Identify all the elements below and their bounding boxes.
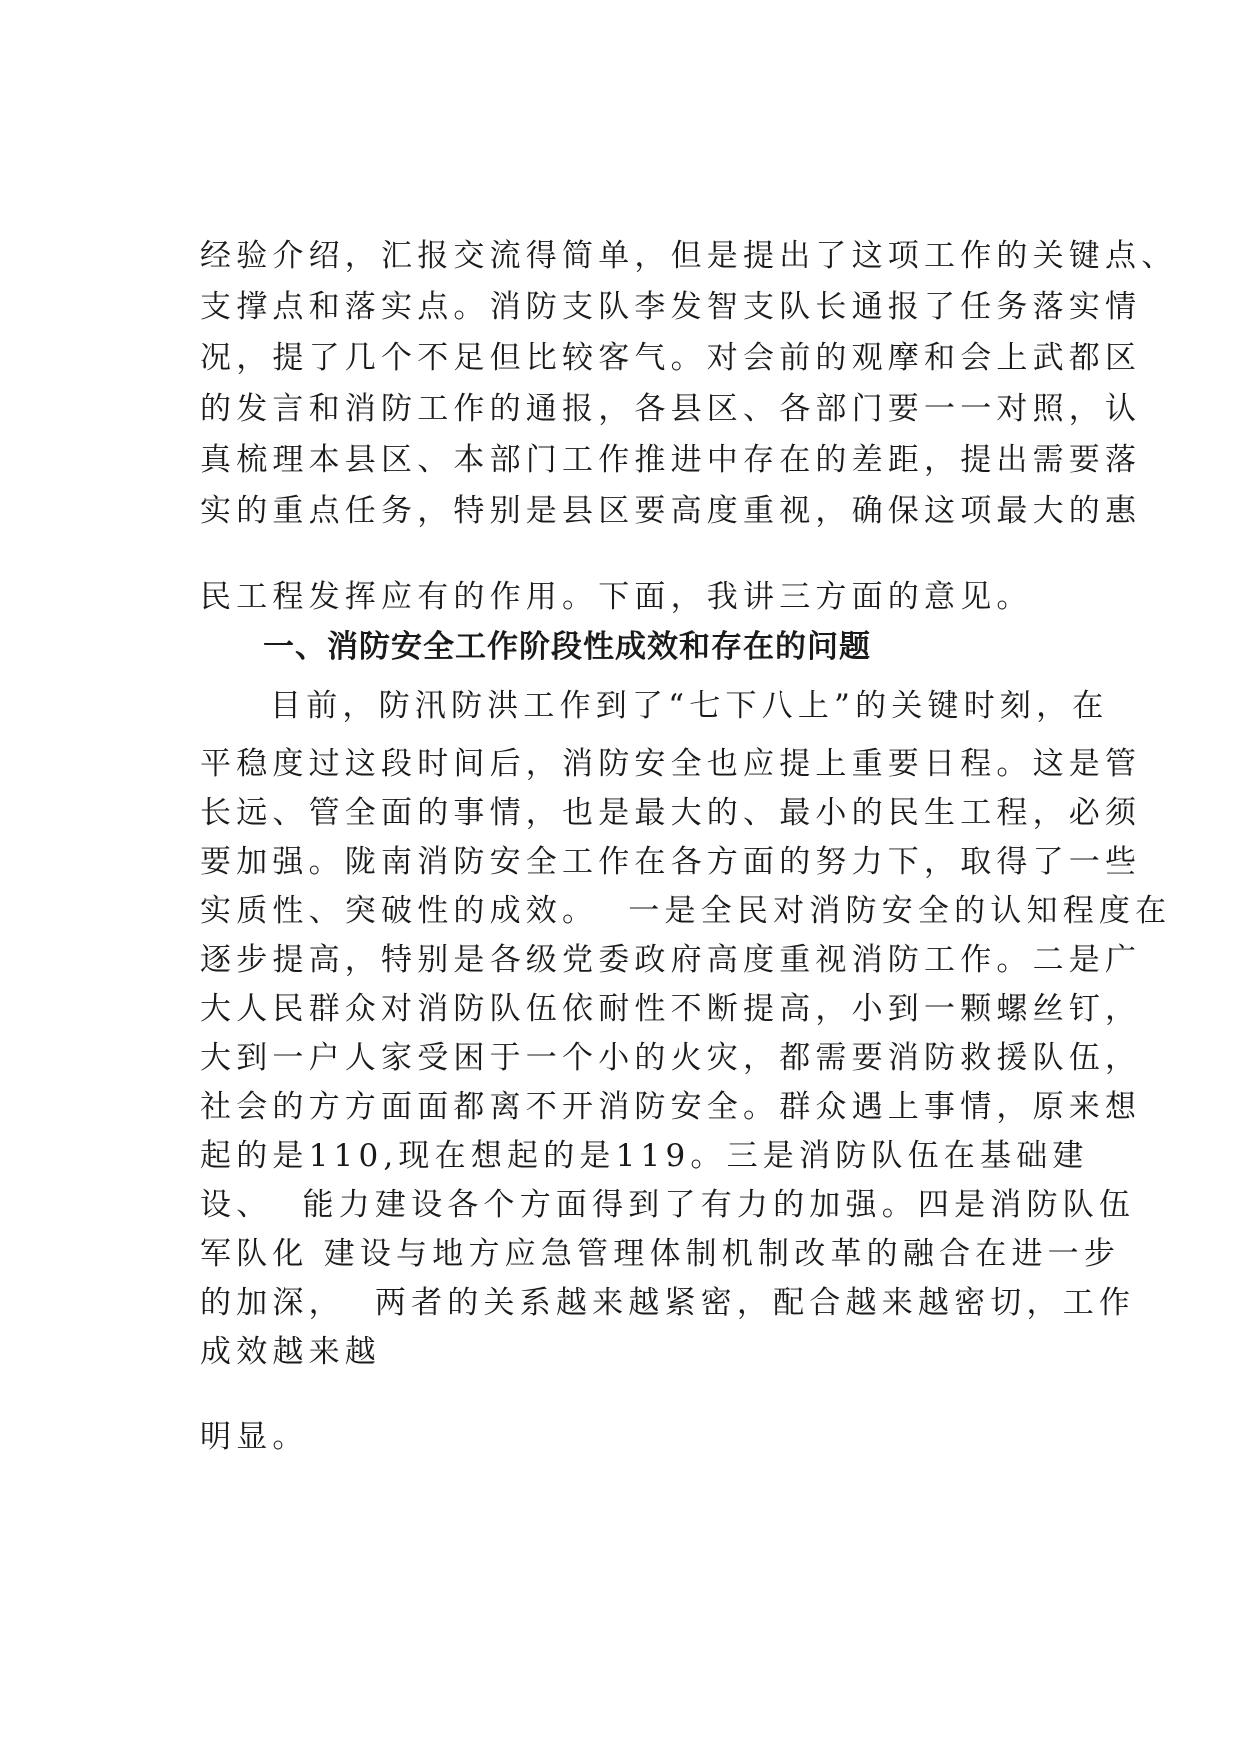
paragraph-2-line: 大人民群众对消防队伍依耐性不断提高，小到一颗螺丝钉，: [200, 991, 1142, 1027]
paragraph-2-line: 设、 能力建设各个方面得到了有力的加强。四是消防队伍: [200, 1187, 1136, 1223]
paragraph-2-line: 军队化 建设与地方应急管理体制机制改革的融合在进一步: [200, 1236, 1121, 1272]
paragraph-1-line: 真梳理本县区、本部门工作推进中存在的差距，提出需要落: [200, 442, 1142, 478]
paragraph-1-line: 经验介绍，汇报交流得简单，但是提出了这项工作的关键点、: [200, 238, 1178, 274]
paragraph-2-line: 起的是110,现在想起的是119。三是消防队伍在基础建: [200, 1138, 1089, 1174]
paragraph-1-line: 的发言和消防工作的通报，各县区、各部门要一一对照，认: [200, 391, 1142, 427]
paragraph-2-line: 平稳度过这段时间后，消防安全也应提上重要日程。这是管: [200, 746, 1142, 782]
paragraph-1-line: 民工程发挥应有的作用。下面，我讲三方面的意见。: [200, 579, 1033, 615]
paragraph-1-line: 支撑点和落实点。消防支队李发智支队长通报了任务落实情: [200, 289, 1142, 325]
trailing-line: 明显。: [200, 1419, 309, 1455]
paragraph-2-line: 逐步提高，特别是各级党委政府高度重视消防工作。二是广: [200, 942, 1142, 978]
paragraph-2-line: 要加强。陇南消防安全工作在各方面的努力下，取得了一些: [200, 844, 1142, 880]
paragraph-2-line: 长远、管全面的事情，也是最大的、最小的民生工程，必须: [200, 795, 1142, 831]
paragraph-2-line: 的加深， 两者的关系越来越紧密，配合越来越密切，工作: [200, 1285, 1136, 1321]
paragraph-2-line: 目前，防汛防洪工作到了“七下八上”的关键时刻，在: [270, 688, 1109, 724]
paragraph-2-line: 社会的方方面面都离不开消防安全。群众遇上事情，原来想: [200, 1089, 1142, 1125]
paragraph-2-line: 成效越来越: [200, 1334, 381, 1370]
paragraph-2-line: 实质性、突破性的成效。 一是全民对消防安全的认知程度在: [200, 893, 1172, 929]
paragraph-1-line: 实的重点任务，特别是县区要高度重视，确保这项最大的惠: [200, 493, 1142, 529]
paragraph-2-line: 大到一户人家受困于一个小的火灾，都需要消防救援队伍，: [200, 1040, 1142, 1076]
paragraph-1-line: 况，提了几个不足但比较客气。对会前的观摩和会上武都区: [200, 340, 1142, 376]
section-heading: 一、消防安全工作阶段性成效和存在的问题: [263, 629, 871, 665]
